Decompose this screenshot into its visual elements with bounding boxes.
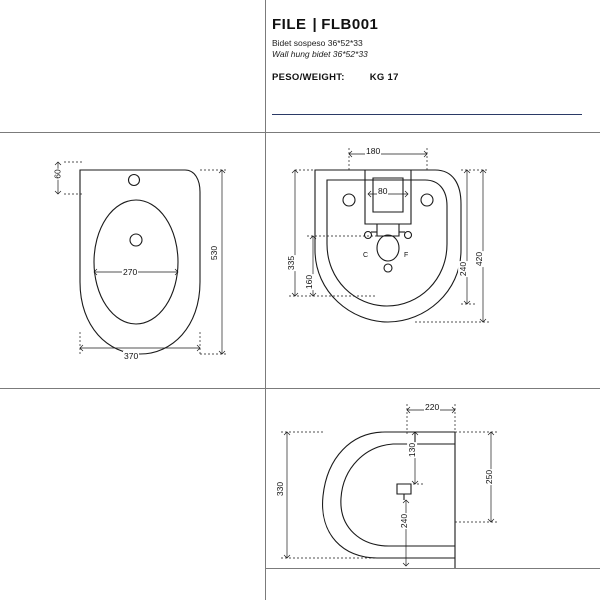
dim-label-530: 530 [209,245,220,261]
weight-row [272,72,582,83]
mixer-plate [377,224,399,236]
file-label: FILE [272,16,307,33]
dim-label-240b: 240 [399,513,410,529]
bidet-front-rim [327,180,447,306]
dim-label-180: 180 [366,146,381,156]
weight-label: PESO/WEIGHT: [272,71,345,83]
dim-label-240: 240 [458,261,469,277]
dim-label-60: 60 [52,169,63,179]
tap-hole [129,175,140,186]
file-code: FLB001 [321,16,379,33]
header-block [272,16,582,83]
hot-valve [405,232,412,239]
bidet-plan-outline [80,170,200,354]
bowl-drain [377,235,399,261]
dim-label-420: 420 [474,251,485,267]
bowl-inner-ellipse [94,200,178,324]
weight-value: KG 17 [369,71,399,83]
dim-label-220: 220 [425,402,440,412]
overflow-hole [384,264,392,272]
label-hot-mark: F [404,252,409,259]
mounting-hole-left [343,194,355,206]
title-separator: | [312,16,318,33]
dim-label-130: 130 [407,442,418,458]
bidet-side-outline [323,432,455,558]
cold-valve [365,232,372,239]
dim-label-330: 330 [275,481,286,497]
side-view-drawing [265,388,600,600]
dim-label-370: 370 [124,351,139,361]
page-title [272,16,582,33]
drain-hole [130,234,142,246]
label-cold-mark: C [363,252,369,259]
header-underline [272,114,582,115]
dim-label-335: 335 [286,255,297,271]
description-italian: Bidet sospeso 36*52*33 [272,38,363,48]
dim-label-250: 250 [484,469,495,485]
top-view-drawing [0,132,265,388]
mounting-hole-right [421,194,433,206]
front-view-drawing [265,132,600,388]
side-drain [397,484,411,494]
bidet-side-rim [341,444,455,546]
description-english: Wall hung bidet 36*52*33 [272,49,368,60]
dim-label-270: 270 [123,267,138,277]
dim-label-160: 160 [304,274,315,290]
dim-label-80: 80 [378,186,388,196]
